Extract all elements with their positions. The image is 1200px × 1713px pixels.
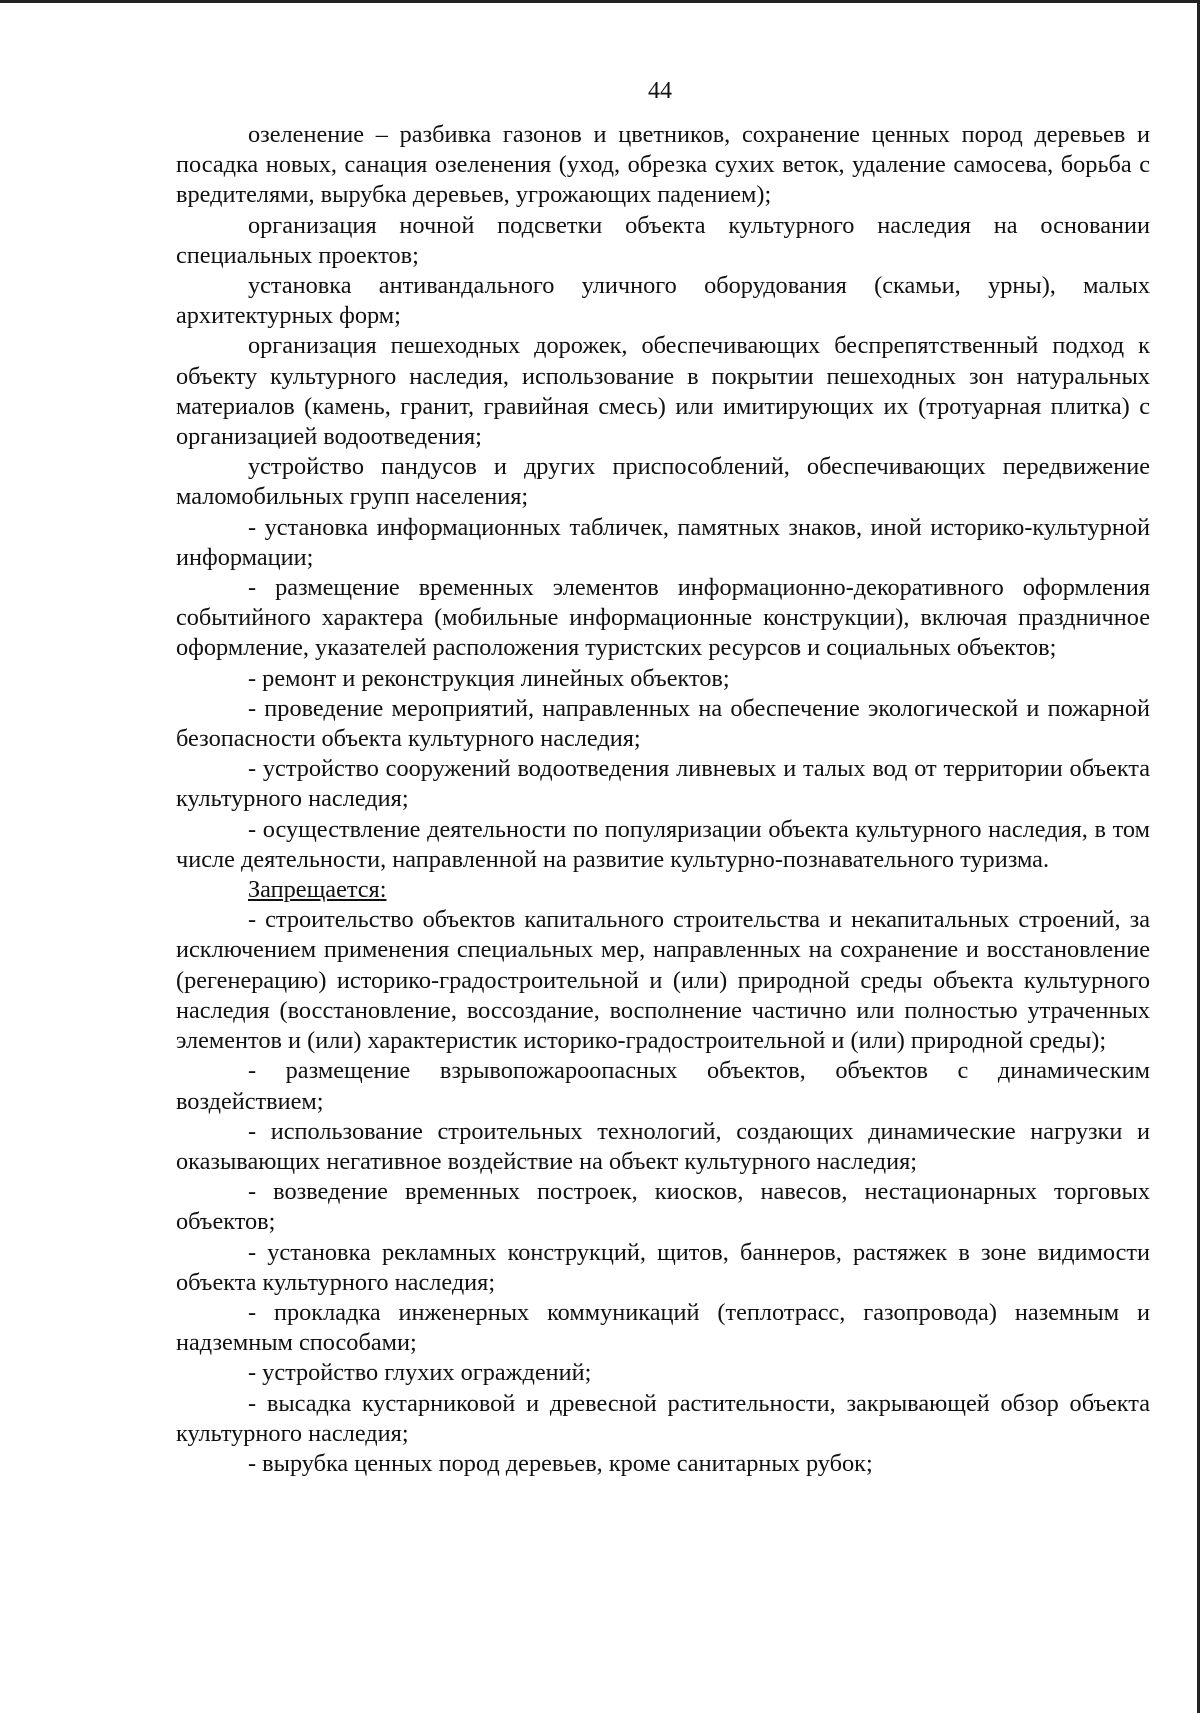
page-number: 44	[648, 78, 672, 104]
paragraph: устройство пандусов и других приспособлений, обеспечивающих передвижение маломобильных групп населения;	[176, 453, 1150, 511]
page-border-top	[0, 0, 1200, 3]
paragraph: установка антивандального уличного оборудования (скамьи, урны), малых архитектурных форм;	[176, 272, 1150, 330]
document-body	[176, 120, 1150, 1479]
paragraph: - осуществление деятельности по популяризации объекта культурного наследия, в том числе деятельности, направленной на развитие культурно-познавательного туризма.	[176, 815, 1150, 873]
paragraph: озеленение – разбивка газонов и цветников, сохранение ценных пород деревьев и посадка новых, санация озеленения (уход, обрезка сухих веток, удаление самосева, борьба с вредителями, вырубка деревьев, угрожающих падением);	[176, 121, 1150, 209]
paragraph: - размещение временных элементов информационно-декоративного оформления событийного характера (мобильные информационные конструкции), включая праздничное оформление, указателей расположения туристских ресурсов и социальных объектов;	[176, 574, 1150, 662]
prohibited-item: - высадка кустарниковой и древесной растительности, закрывающей обзор объекта культурного наследия;	[176, 1389, 1150, 1447]
prohibited-heading	[176, 875, 1150, 905]
paragraph: организация пешеходных дорожек, обеспечивающих беспрепятственный подход к объекту культурного наследия, использование в покрытии пешеходных зон натуральных материалов (камень, гранит, гравийная смесь) или имитирующих их (тротуарная плитка) с организацией водоотведения;	[176, 332, 1150, 451]
prohibited-item: - использование строительных технологий, создающих динамические нагрузки и оказывающих негативное воздействие на объект культурного наследия;	[176, 1117, 1150, 1175]
prohibited-item: - установка рекламных конструкций, щитов, баннеров, растяжек в зоне видимости объекта культурного наследия;	[176, 1238, 1150, 1296]
prohibited-item: - возведение временных построек, киосков, навесов, нестационарных торговых объектов;	[176, 1178, 1150, 1236]
prohibited-item: - строительство объектов капитального строительства и некапитальных строений, за исключением применения специальных мер, направленных на сохранение и восстановление (регенерацию) историко-градостроительной и (или) природной среды объекта культурного наследия (восстановление, воссоздание, восполнение частично или полностью утраченных элементов и (или) характеристик историко-градостроительной и (или) природной среды);	[176, 906, 1150, 1055]
paragraph: - ремонт и реконструкция линейных объектов;	[248, 664, 730, 692]
paragraph: - устройство сооружений водоотведения ливневых и талых вод от территории объекта культурного наследия;	[176, 755, 1150, 813]
prohibited-item: - устройство глухих ограждений;	[248, 1359, 592, 1387]
prohibited-heading-text: Запрещается:	[248, 876, 387, 904]
paragraph: - проведение мероприятий, направленных на обеспечение экологической и пожарной безопасности объекта культурного наследия;	[176, 694, 1150, 753]
prohibited-item: - размещение взрывопожароопасных объектов, объектов с динамическим воздействием;	[176, 1057, 1150, 1115]
paragraph: организация ночной подсветки объекта культурного наследия на основании специальных проектов;	[176, 211, 1150, 269]
prohibited-item: - прокладка инженерных коммуникаций (теплотрасс, газопровода) наземным и надземным способами;	[176, 1298, 1150, 1357]
paragraph: - установка информационных табличек, памятных знаков, иной историко-культурной информации;	[176, 513, 1150, 571]
prohibited-item: - вырубка ценных пород деревьев, кроме санитарных рубок;	[248, 1449, 873, 1477]
